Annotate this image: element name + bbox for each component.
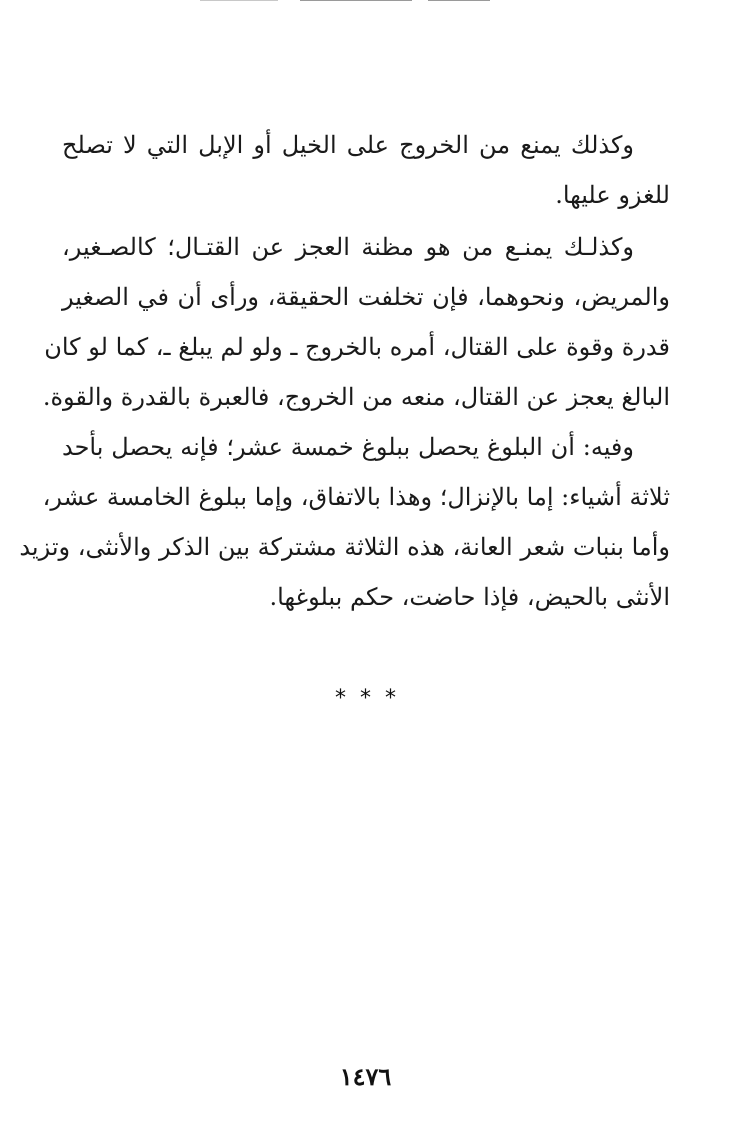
text-line: ثلاثة أشياء: إما بالإنزال؛ وهذا بالاتفاق، وإما ببلوغ الخامسة عشر، bbox=[42, 483, 670, 511]
page-number: ١٤٧٦ bbox=[339, 1062, 392, 1091]
text-line: والمريض، ونحوهما، فإن تخلفت الحقيقة، ورأى أن في الصغير bbox=[62, 283, 670, 311]
top-edge-rule bbox=[200, 0, 278, 1]
top-edge-rule bbox=[428, 0, 490, 1]
paragraph-1 bbox=[62, 120, 670, 220]
text-line: وفيه: أن البلوغ يحصل ببلوغ خمسة عشر؛ فإنه يحصل بأحد bbox=[62, 433, 634, 461]
text-line: البالغ يعجز عن القتال، منعه من الخروج، فالعبرة بالقدرة والقوة. bbox=[42, 383, 670, 411]
text-line: الأنثى بالحيض، فإذا حاضت، حكم ببلوغها. bbox=[269, 583, 670, 611]
text-line: وأما بنبات شعر العانة، هذه الثلاثة مشتركة بين الذكر والأنثى، وتزيد bbox=[19, 533, 670, 561]
paragraph-3 bbox=[19, 422, 670, 622]
text-line: وكذلـك يمنـع من هو مظنة العجز عن القتـال؛ كالصـغير، bbox=[62, 233, 634, 261]
section-separator: *** bbox=[335, 686, 410, 711]
text-line: للغزو عليها. bbox=[555, 181, 670, 209]
text-line: قدرة وقوة على القتال، أمره بالخروج ـ ولو لم يبلغ ـ، كما لو كان bbox=[44, 333, 670, 361]
top-edge-rule bbox=[300, 0, 412, 1]
text-line: وكذلك يمنع من الخروج على الخيل أو الإبل التي لا تصلح bbox=[62, 131, 634, 159]
paragraph-2 bbox=[42, 222, 670, 422]
